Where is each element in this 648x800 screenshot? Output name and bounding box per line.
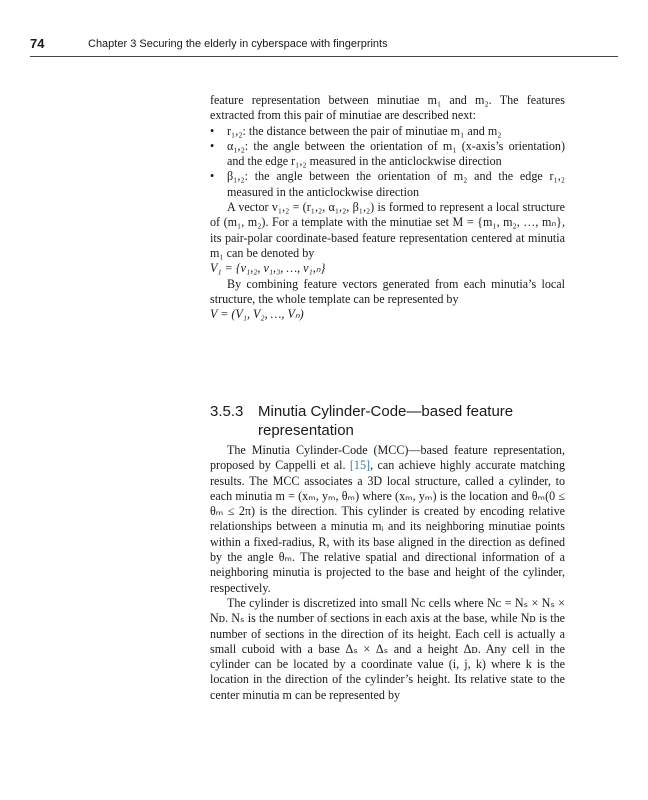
paragraph-mcc [210, 443, 565, 596]
body-text-upper [210, 93, 565, 322]
paragraph-intro: feature representation between minutiae m₁ and m₂. The features extracted from this pair of minutiae are described next: [210, 93, 565, 123]
paragraph-template: By combining feature vectors generated from each minutia’s local structure, the whole template can be represented by [210, 276, 565, 306]
feature-item-distance: • r₁,₂: the distance between the pair of minutiae m₁ and m₂ [210, 124, 565, 139]
paragraph-vector: A vector v₁,₂ = (r₁,₂, α₁,₂, β₁,₂) is formed to represent a local structure of (m₁, m₂). For a template with the minutiae set M = {m₁, m₂, …, mₙ}, its pair-polar coordinate-based feature representation centered at minutia m₁ can be denoted by [210, 200, 565, 260]
feature-item-beta: • β₁,₂: the angle between the orientation of m₂ and the edge r₁,₂ measured in the anticlockwise direction [210, 169, 565, 200]
running-title: Chapter 3 Securing the elderly in cyberspace with fingerprints [88, 38, 388, 50]
section-title: Minutia Cylinder-Code—based feature representation [258, 403, 514, 439]
section-number: 3.5.3 [210, 403, 244, 420]
feature-item-alpha: • α₁,₂: the angle between the orientation of m₁ (x-axis’s orientation) and the edge r₁,₂ measured in the anticlockwise direction [210, 139, 565, 170]
paragraph-cylinder: The cylinder is discretized into small Nᴄ cells where Nᴄ = Nₛ × Nₛ × Nᴅ. Nₛ is the number of sections in each axis at the base, while Nᴅ is the number of sections in the direction of its height. Each cell is actually a small cuboid with a base Δₛ × Δₛ and a height Δᴅ. Any cell in the cylinder can be located by a coordinate value (i, j, k) where k is the location in the direction of the cylinder’s height. Its relative state to the center minutia m can be represented by [210, 595, 565, 702]
equation-template: V = (V₁, V₂, …, Vₙ) [210, 307, 304, 322]
feature-list [210, 124, 565, 200]
page-header [30, 36, 618, 58]
page-number: 74 [30, 36, 45, 51]
paragraph-mcc-start: The Minutia Cylinder-Code (MCC)—based feature representation, proposed by Cappelli et al. [210, 443, 565, 473]
section-heading [210, 402, 565, 440]
paragraph-mcc-rest: , can achieve highly accurate matching results. The MCC associates a 3D local structure, called a cylinder, to each minutia m = (xₘ, yₘ, θₘ) where (xₘ, yₘ) is the location and θₘ(0 ≤ θₘ ≤ 2π) is the direction. This cylinder is created by encoding relative relationships between a minutia mᵢ and its neighboring minutiae points within a fixed-radius, R, with its base aligned in the direction as defined by the angle θₘ. The relative spatial and directional information of a neighboring minutia is projected to the base and height of the cylinder, respectively. [210, 458, 565, 595]
body-text-lower [210, 443, 565, 703]
citation-link[interactable]: [15] [349, 458, 371, 473]
header-rule [30, 56, 618, 57]
equation-local-structure: V₁ = {v₁,₂, v₁,₃, …, v₁,ₙ} [210, 261, 326, 276]
